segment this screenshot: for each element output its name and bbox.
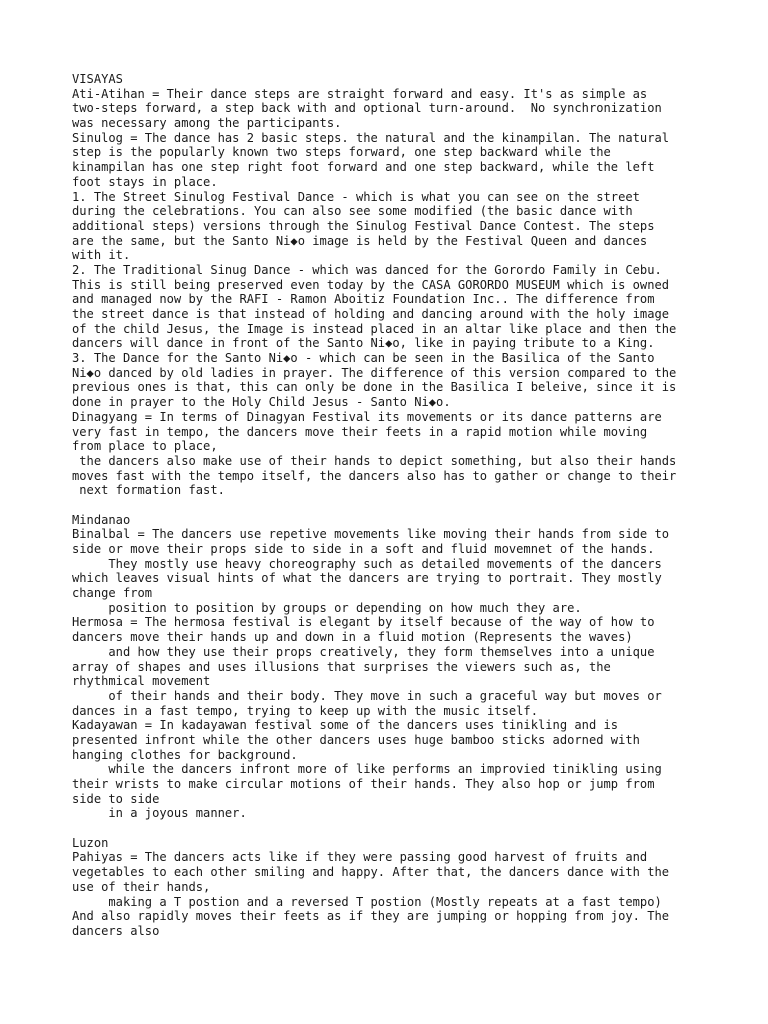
document-line xyxy=(72,821,712,836)
document-line: use of their hands, xyxy=(72,879,211,894)
document-line: are the same, but the Santo Ni◆o image is held by the Festival Queen and dances xyxy=(72,233,648,248)
document-line: rhythmical movement xyxy=(72,674,211,689)
document-line: Kadayawan = In kadayawan festival some of the dancers uses tinikling and is xyxy=(72,718,619,733)
document-line: moves fast with the tempo itself, the dancers also has to gather or change to their xyxy=(72,468,677,483)
document-line: of the child Jesus, the Image is instead placed in an altar like place and then the xyxy=(72,321,677,336)
document-line: making a T postion and a reversed T postion (Mostly repeats at a fast tempo) xyxy=(72,894,662,909)
document-line: side to side xyxy=(72,791,160,806)
document-line: while the dancers infront more of like performs an improvied tinikling using xyxy=(72,762,662,777)
document-line: They mostly use heavy choreography such as detailed movements of the dancers xyxy=(72,556,662,571)
document-line: Binalbal = The dancers use repetive movements like moving their hands from side to xyxy=(72,527,670,542)
document-line: done in prayer to the Holy Child Jesus - Santo Ni◆o. xyxy=(72,395,451,410)
document-line: additional steps) versions through the Sinulog Festival Dance Contest. The steps xyxy=(72,218,655,233)
document-line: side or move their props side to side in a soft and fluid movemnet of the hands. xyxy=(72,542,655,556)
document-line: the street dance is that instead of holding and dancing around with the holy image xyxy=(72,307,670,321)
document-line: Ati-Atihan = Their dance steps are straight forward and easy. It's as simple as xyxy=(72,86,648,101)
document-line: step is the popularly known two steps forward, one step backward while the xyxy=(72,145,611,160)
document-line: and managed now by the RAFI - Ramon Aboitiz Foundation Inc.. The difference from xyxy=(72,292,655,307)
document-line: Hermosa = The hermosa festival is elegant by itself because of the way of how to xyxy=(72,615,655,630)
document-line: of their hands and their body. They move in such a graceful way but moves or xyxy=(72,688,662,703)
document-line: Luzon xyxy=(72,835,109,850)
document-line: and how they use their props creatively, they form themselves into a unique xyxy=(72,644,655,659)
document-line: Ni◆o danced by old ladies in prayer. The difference of this version compared to the xyxy=(72,365,677,380)
document-line: next formation fast. xyxy=(72,483,225,498)
document-line: dances in a fast tempo, trying to keep up with the music itself. xyxy=(72,703,538,718)
document-line: VISAYAS xyxy=(72,72,123,86)
document-line: previous ones is that, this can only be done in the Basilica I beleive, since it is xyxy=(72,380,677,395)
document-line: in a joyous manner. xyxy=(72,806,247,821)
document-line: change from xyxy=(72,586,153,601)
document-line: with it. xyxy=(72,248,131,263)
document-line: dancers also xyxy=(72,923,160,938)
document-line: Sinulog = The dance has 2 basic steps. the natural and the kinampilan. The natural xyxy=(72,130,670,145)
document-line: 1. The Street Sinulog Festival Dance - which is what you can see on the street xyxy=(72,189,640,204)
document-line: two-steps forward, a step back with and optional turn-around. No synchronization xyxy=(72,101,662,116)
document-line: And also rapidly moves their feets as if they are jumping or hopping from joy. The xyxy=(72,909,670,924)
document-line: position to position by groups or depending on how much they are. xyxy=(72,600,582,615)
document-line: 2. The Traditional Sinug Dance - which was danced for the Gorordo Family in Cebu. xyxy=(72,262,662,277)
document-line: which leaves visual hints of what the dancers are trying to portrait. They mostly xyxy=(72,571,662,586)
document-line: during the celebrations. You can also see some modified (the basic dance with xyxy=(72,204,633,219)
document-line: was necessary among the participants. xyxy=(72,116,342,131)
document-line: foot stays in place. xyxy=(72,174,218,189)
document-line xyxy=(72,498,712,513)
document-line: array of shapes and uses illusions that surprises the viewers such as, the xyxy=(72,659,611,674)
document-line: dancers will dance in front of the Santo Ni◆o, like in paying tribute to a King. xyxy=(72,336,655,351)
document-line: Mindanao xyxy=(72,512,131,527)
document-page xyxy=(72,72,712,939)
document-line: 3. The Dance for the Santo Ni◆o - which can be seen in the Basilica of the Santo xyxy=(72,351,655,366)
document-line: vegetables to each other smiling and happy. After that, the dancers dance with the xyxy=(72,865,670,880)
document-line: very fast in tempo, the dancers move their feets in a rapid motion while moving xyxy=(72,424,648,439)
document-line: kinampilan has one step right foot forward and one step backward, while the left xyxy=(72,160,655,175)
document-line: from place to place, xyxy=(72,439,218,454)
document-line: This is still being preserved even today by the CASA GORORDO MUSEUM which is owned xyxy=(72,277,670,292)
document-line: their wrists to make circular motions of their hands. They also hop or jump from xyxy=(72,777,655,791)
document-line: Pahiyas = The dancers acts like if they were passing good harvest of fruits and xyxy=(72,850,648,865)
document-line: hanging clothes for background. xyxy=(72,747,298,762)
document-line: dancers move their hands up and down in a fluid motion (Represents the waves) xyxy=(72,630,633,645)
document-line: Dinagyang = In terms of Dinagyan Festival its movements or its dance patterns are xyxy=(72,409,662,424)
document-line: the dancers also make use of their hands to depict something, but also their hands xyxy=(72,453,677,468)
document-line: presented infront while the other dancers uses huge bamboo sticks adorned with xyxy=(72,732,640,747)
